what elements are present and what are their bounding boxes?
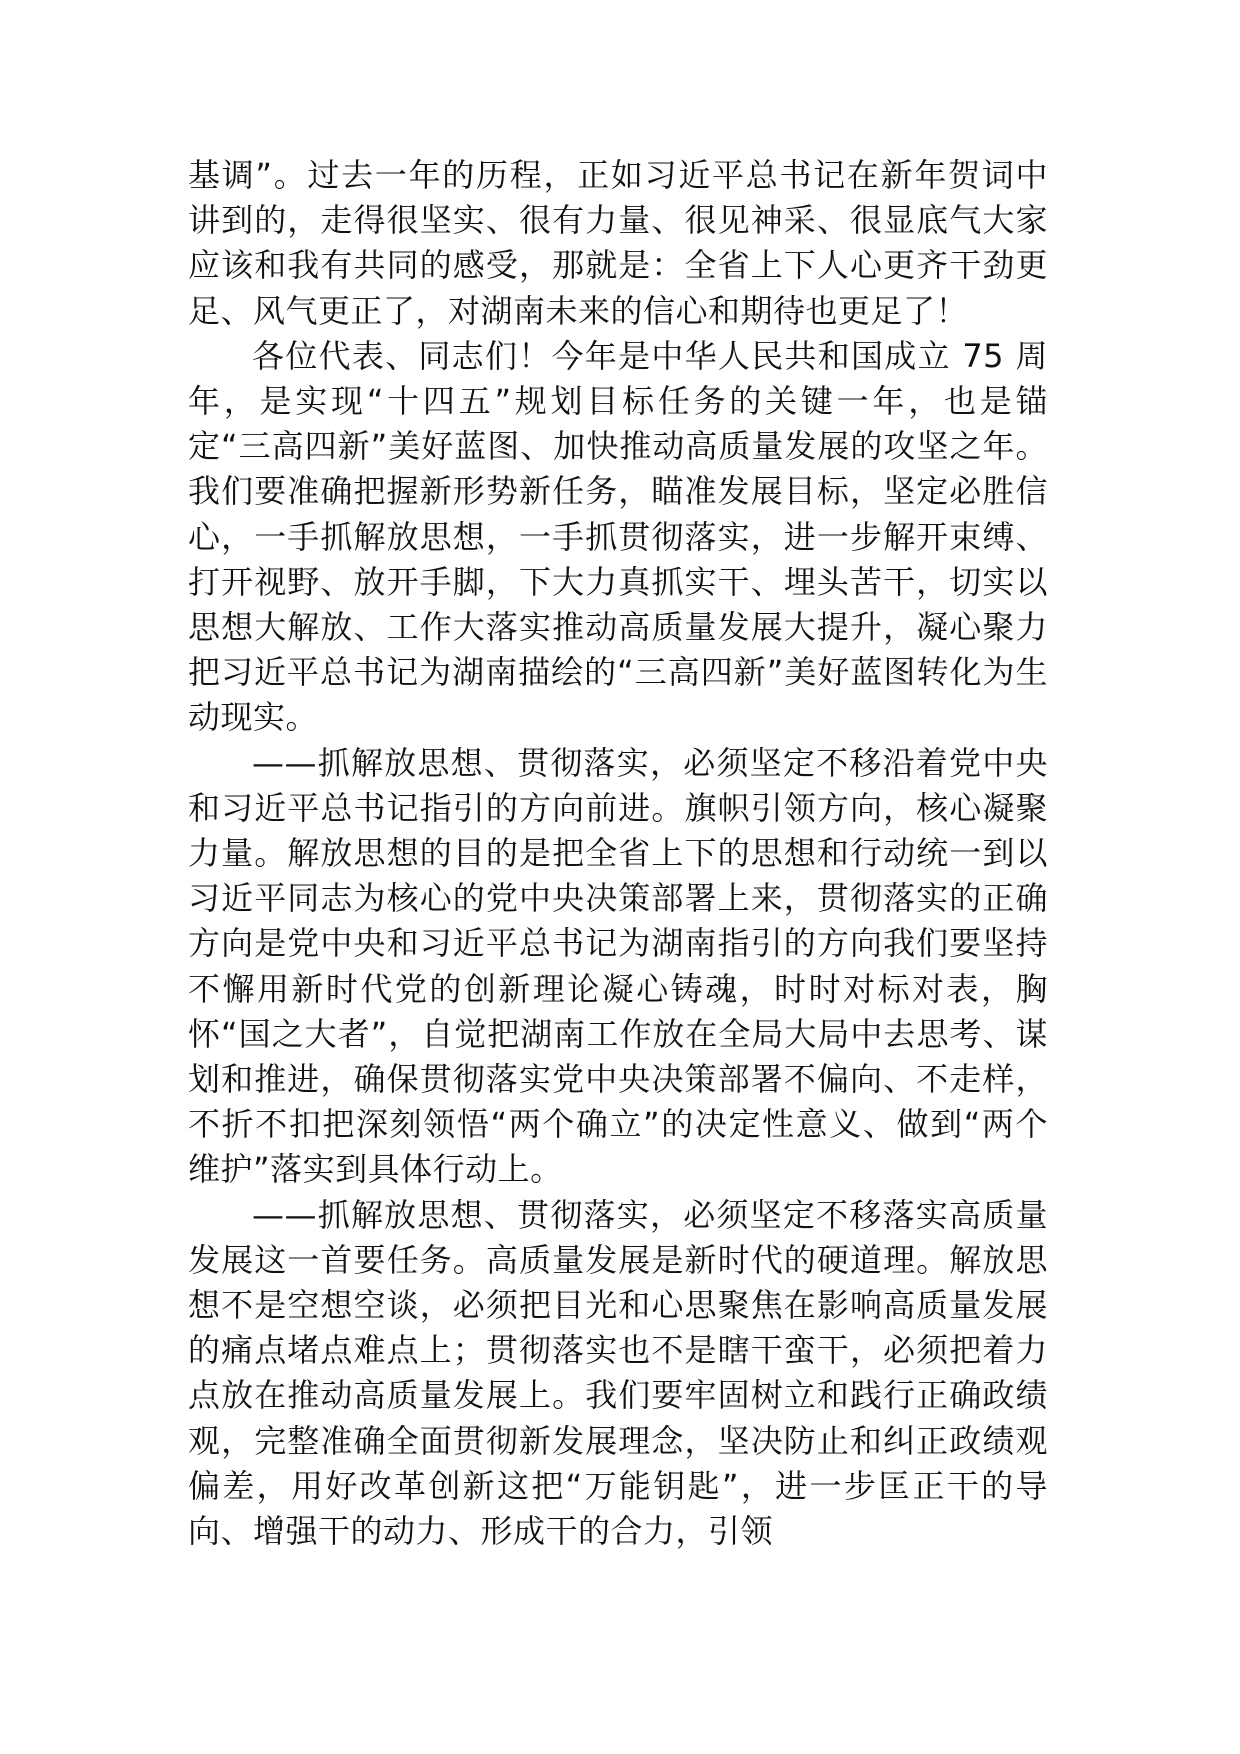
document-body xyxy=(188,153,1048,1554)
paragraph-3: ——抓解放思想、贯彻落实，必须坚定不移沿着党中央和习近平总书记指引的方向前进。旗帜引领方向，核心凝聚力量。解放思想的目的是把全省上下的思想和行动统一到以习近平同志为核心的党中央决策部署上来，贯彻落实的正确方向是党中央和习近平总书记为湖南指引的方向我们要坚持不懈用新时代党的创新理论凝心铸魂，时时对标对表，胸怀“国之大者”，自觉把湖南工作放在全局大局中去思考、谋划和推进，确保贯彻落实党中央决策部署不偏向、不走样，不折不扣把深刻领悟“两个确立”的决定性意义、做到“两个维护”落实到具体行动上。 xyxy=(188,743,1048,1189)
paragraph-1: 基调”。过去一年的历程，正如习近平总书记在新年贺词中讲到的，走得很坚实、很有力量、很见神采、很显底气大家应该和我有共同的感受，那就是：全省上下人心更齐干劲更足、风气更正了，对湖南未来的信心和期待也更足了！ xyxy=(188,156,1048,330)
paragraph-4: ——抓解放思想、贯彻落实，必须坚定不移落实高质量发展这一首要任务。高质量发展是新时代的硬道理。解放思想不是空想空谈，必须把目光和心思聚焦在影响高质量发展的痛点堵点难点上；贯彻落实也不是瞎干蛮干，必须把着力点放在推动高质量发展上。我们要牢固树立和践行正确政绩观，完整准确全面贯彻新发展理念，坚决防止和纠正政绩观偏差，用好改革创新这把“万能钥匙”，进一步匡正干的导向、增强干的动力、形成干的合力，引领 xyxy=(188,1195,1048,1551)
paragraph-2: 各位代表、同志们！今年是中华人民共和国成立 75 周年，是实现“十四五”规划目标任务的关键一年，也是锚定“三高四新”美好蓝图、加快推动高质量发展的攻坚之年。我们要准确把握新形势新任务，瞄准发展目标，坚定必胜信心，一手抓解放思想，一手抓贯彻落实，进一步解开束缚、打开视野、放开手脚，下大力真抓实干、埋头苦干，切实以思想大解放、工作大落实推动高质量发展大提升，凝心聚力把习近平总书记为湖南描绘的“三高四新”美好蓝图转化为生动现实。 xyxy=(188,336,1048,737)
